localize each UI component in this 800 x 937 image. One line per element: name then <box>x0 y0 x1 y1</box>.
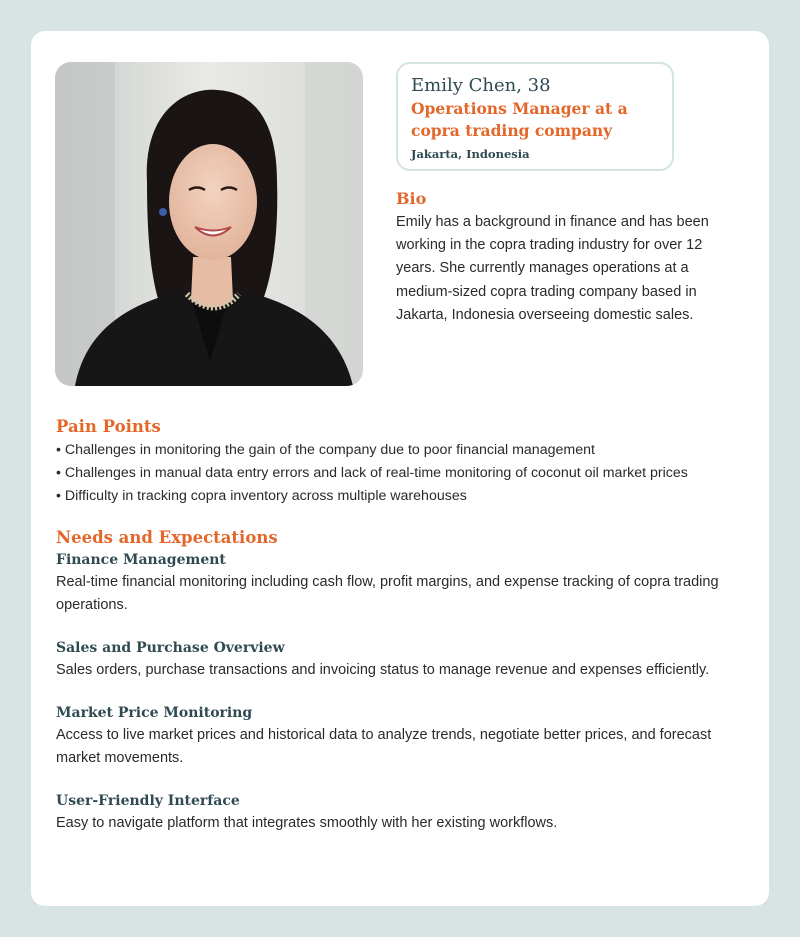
bio-heading: Bio <box>396 189 427 208</box>
need-item <box>56 550 746 617</box>
need-text: Easy to navigate platform that integrates smoothly with her existing workflows. <box>56 815 558 831</box>
need-title: Finance Management <box>56 552 226 568</box>
list-item: • Challenges in monitoring the gain of the company due to poor financial management <box>56 442 595 458</box>
need-title: User-Friendly Interface <box>56 793 240 809</box>
pain-points-list <box>56 439 756 508</box>
needs-section <box>56 528 746 856</box>
persona-role: Operations Manager at a copra trading company <box>411 99 628 140</box>
need-item <box>56 638 746 682</box>
need-text: Sales orders, purchase transactions and invoicing status to manage revenue and expenses efficiently. <box>56 662 710 678</box>
need-item <box>56 791 746 835</box>
pain-points-heading: Pain Points <box>56 417 161 436</box>
list-item: • Difficulty in tracking copra inventory across multiple warehouses <box>56 488 467 504</box>
need-text: Access to live market prices and historical data to analyze trends, negotiate better prices, and forecast market movements. <box>56 727 712 766</box>
pain-points-section <box>56 417 756 508</box>
needs-heading: Needs and Expectations <box>56 528 278 547</box>
need-text: Real-time financial monitoring including cash flow, profit margins, and expense tracking of copra trading operations. <box>56 574 719 613</box>
need-title: Sales and Purchase Overview <box>56 640 285 656</box>
need-title: Market Price Monitoring <box>56 705 253 721</box>
persona-name: Emily Chen, 38 <box>411 75 551 96</box>
persona-card <box>31 31 769 906</box>
profile-photo <box>55 62 363 386</box>
bio-text: Emily has a background in finance and has been working in the copra trading industry for over 12 years. She currently manages operations at a medium-sized copra trading company based in Jakarta, Indonesia overseeing domestic sales. <box>396 214 709 323</box>
list-item: • Challenges in manual data entry errors and lack of real-time monitoring of coconut oil market prices <box>56 465 688 481</box>
persona-location: Jakarta, Indonesia <box>411 147 530 161</box>
identity-box <box>396 62 674 171</box>
need-item <box>56 703 746 770</box>
